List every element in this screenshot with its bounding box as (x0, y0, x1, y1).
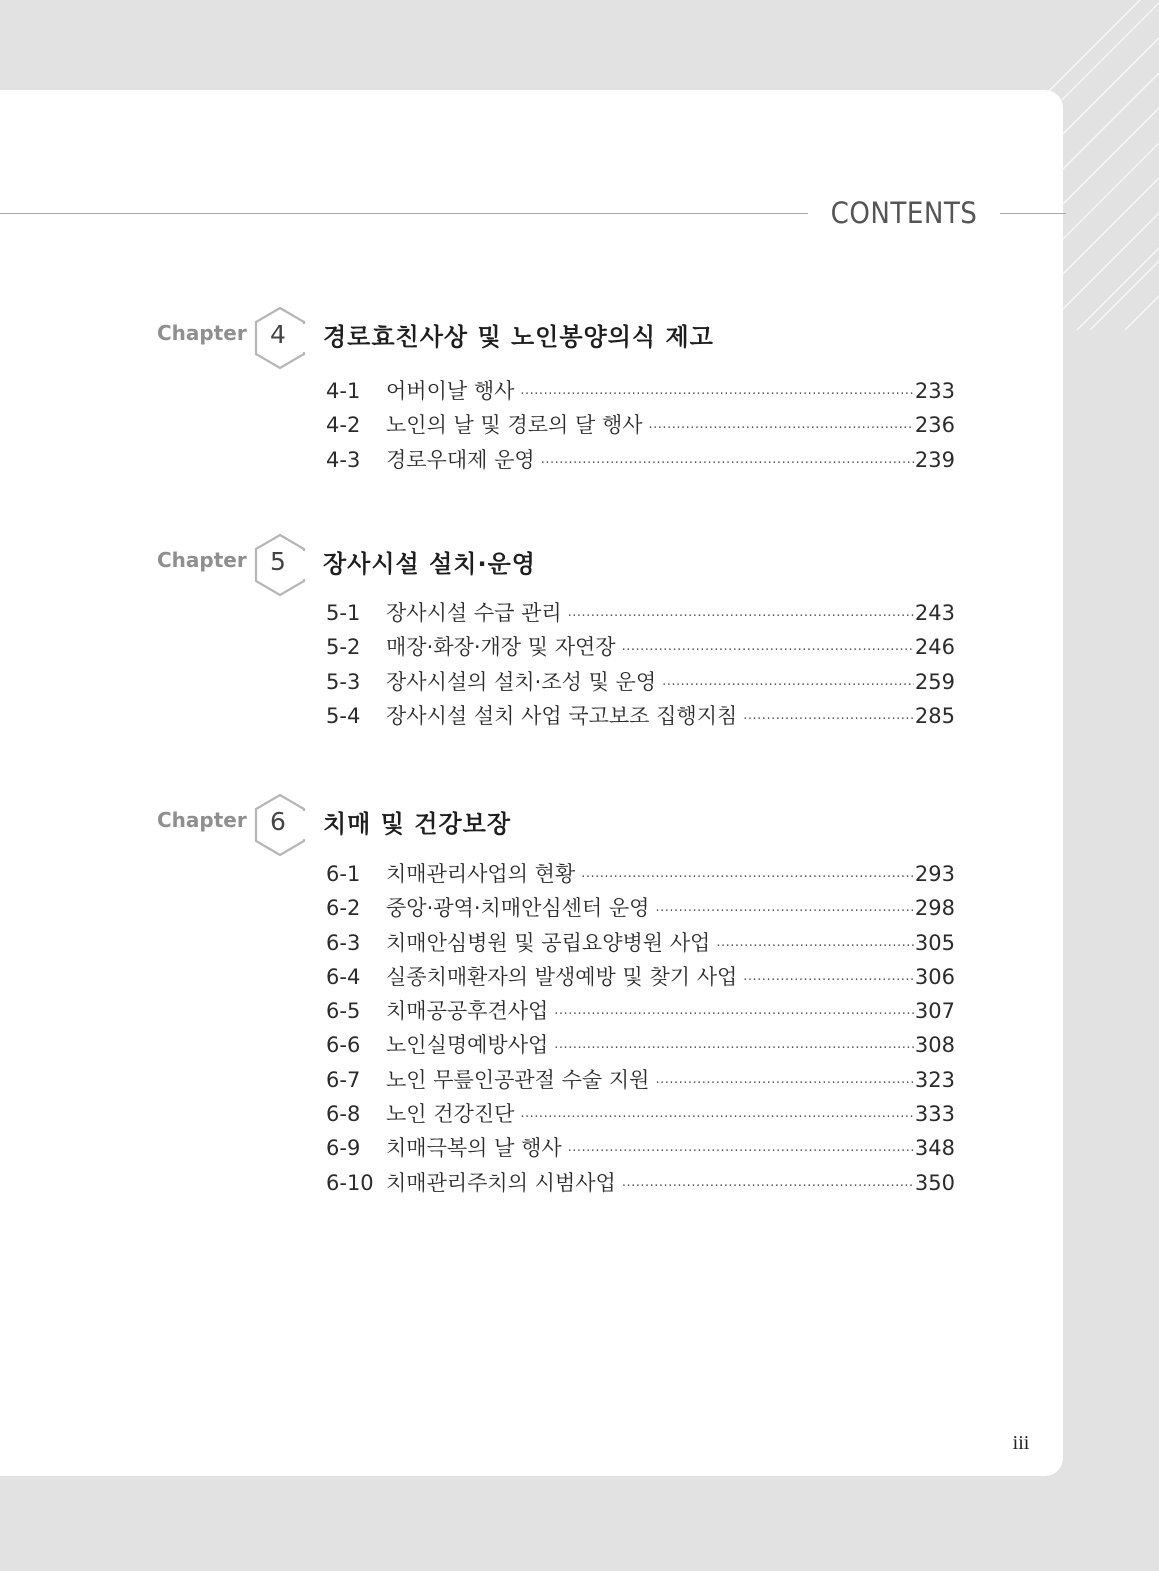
chapter-number: 4 (270, 320, 286, 349)
entry-number: 6-2 (326, 896, 361, 921)
toc-entry[interactable] (326, 1028, 955, 1062)
dot-leader (520, 378, 914, 412)
header-rule-right (1000, 213, 1066, 214)
dot-leader (554, 998, 914, 1032)
chapter-label: Chapter (157, 808, 247, 832)
entry-page: 348 (914, 1136, 955, 1161)
entry-page: 333 (914, 1102, 955, 1127)
chapter-number: 5 (270, 547, 286, 576)
entry-title: 중앙·광역·치매안심센터 운영 (386, 896, 650, 921)
entry-page: 243 (914, 601, 955, 625)
entry-number: 5-3 (326, 669, 361, 694)
entry-title: 장사시설 수급 관리 (386, 601, 562, 625)
toc-entry[interactable] (326, 891, 955, 925)
dot-leader (541, 447, 914, 481)
chapter-title: 경로효친사상 및 노인봉양의식 제고 (323, 323, 714, 351)
entry-page: 308 (914, 1033, 955, 1058)
page-card (0, 90, 1063, 1476)
entry-title: 치매안심병원 및 공립요양병원 사업 (386, 930, 711, 955)
dot-leader (622, 1170, 914, 1204)
dot-leader (655, 1067, 913, 1101)
entry-number: 5-1 (326, 601, 361, 625)
entry-number: 5-4 (326, 703, 361, 728)
toc-entry[interactable] (326, 960, 955, 994)
entry-page: 233 (914, 379, 955, 403)
entry-page: 293 (914, 862, 955, 886)
toc-entry[interactable] (326, 926, 955, 960)
toc-entry[interactable] (326, 994, 955, 1028)
entry-title: 노인의 날 및 경로의 달 행사 (386, 413, 643, 438)
dot-leader (743, 703, 914, 737)
toc-entry[interactable] (326, 1166, 955, 1200)
chapter-label: Chapter (157, 548, 247, 572)
chapter-title: 장사시설 설치·운영 (323, 550, 536, 578)
toc-entry[interactable] (326, 699, 955, 733)
entry-number: 6-5 (326, 999, 361, 1024)
toc-entry[interactable] (326, 857, 955, 891)
dot-leader (655, 895, 913, 929)
entry-number: 6-8 (326, 1102, 361, 1127)
entry-page: 259 (914, 669, 955, 694)
entry-title: 치매관리사업의 현황 (386, 862, 576, 886)
toc-entry[interactable] (326, 596, 955, 630)
entry-number: 6-6 (326, 1033, 361, 1058)
toc-entry[interactable] (326, 408, 955, 442)
toc-entry[interactable] (326, 1063, 955, 1097)
dot-leader (568, 600, 914, 634)
entry-page: 307 (914, 999, 955, 1024)
dot-leader (568, 1135, 914, 1169)
entry-title: 경로우대제 운영 (386, 447, 535, 472)
dot-leader (581, 861, 914, 895)
entry-title: 치매관리주치의 시범사업 (386, 1170, 616, 1195)
dot-leader (662, 669, 914, 703)
dot-leader (622, 634, 914, 668)
chapter-6-entries (326, 857, 955, 1200)
chapter-label: Chapter (157, 321, 247, 345)
toc-entry[interactable] (326, 630, 955, 664)
toc-entry[interactable] (326, 374, 955, 408)
entry-page: 305 (914, 930, 955, 955)
entry-page: 239 (914, 447, 955, 472)
entry-number: 6-1 (326, 862, 361, 886)
page-number: iii (1012, 1432, 1030, 1454)
entry-title: 치매극복의 날 행사 (386, 1136, 562, 1161)
toc-entry[interactable] (326, 443, 955, 477)
entry-title: 실종치매환자의 발생예방 및 찾기 사업 (386, 964, 738, 989)
entry-title: 노인 무릎인공관절 수술 지원 (386, 1067, 650, 1092)
contents-heading: CONTENTS (830, 196, 978, 230)
entry-number: 4-2 (326, 413, 361, 438)
chapter-5-entries (326, 596, 955, 733)
entry-title: 어버이날 행사 (386, 379, 515, 403)
chapter-title: 치매 및 건강보장 (323, 810, 511, 838)
entry-number: 4-1 (326, 379, 361, 403)
entry-number: 6-3 (326, 930, 361, 955)
entry-page: 306 (914, 964, 955, 989)
entry-page: 298 (914, 896, 955, 921)
entry-number: 6-9 (326, 1136, 361, 1161)
dot-leader (520, 1101, 914, 1135)
entry-number: 6-7 (326, 1067, 361, 1092)
chapter-4-entries (326, 374, 955, 477)
dot-leader (554, 1032, 914, 1066)
header-rule-left (0, 213, 808, 214)
entry-title: 장사시설의 설치·조성 및 운영 (386, 669, 657, 694)
entry-title: 노인실명예방사업 (386, 1033, 549, 1058)
entry-page: 285 (914, 703, 955, 728)
toc-entry[interactable] (326, 665, 955, 699)
dot-leader (649, 412, 914, 446)
entry-title: 노인 건강진단 (386, 1102, 515, 1127)
entry-title: 매장·화장·개장 및 자연장 (386, 635, 616, 660)
entry-title: 장사시설 설치 사업 국고보조 집행지침 (386, 703, 738, 728)
entry-page: 236 (914, 413, 955, 438)
entry-number: 4-3 (326, 447, 361, 472)
dot-leader (716, 930, 914, 964)
toc-entry[interactable] (326, 1131, 955, 1165)
dot-leader (743, 964, 914, 998)
entry-title: 치매공공후견사업 (386, 999, 549, 1024)
entry-number: 6-4 (326, 964, 361, 989)
entry-page: 246 (914, 635, 955, 660)
toc-entry[interactable] (326, 1097, 955, 1131)
entry-page: 323 (914, 1067, 955, 1092)
chapter-number: 6 (270, 807, 286, 836)
entry-page: 350 (914, 1170, 955, 1195)
entry-number: 6-10 (326, 1170, 374, 1195)
entry-number: 5-2 (326, 635, 361, 660)
